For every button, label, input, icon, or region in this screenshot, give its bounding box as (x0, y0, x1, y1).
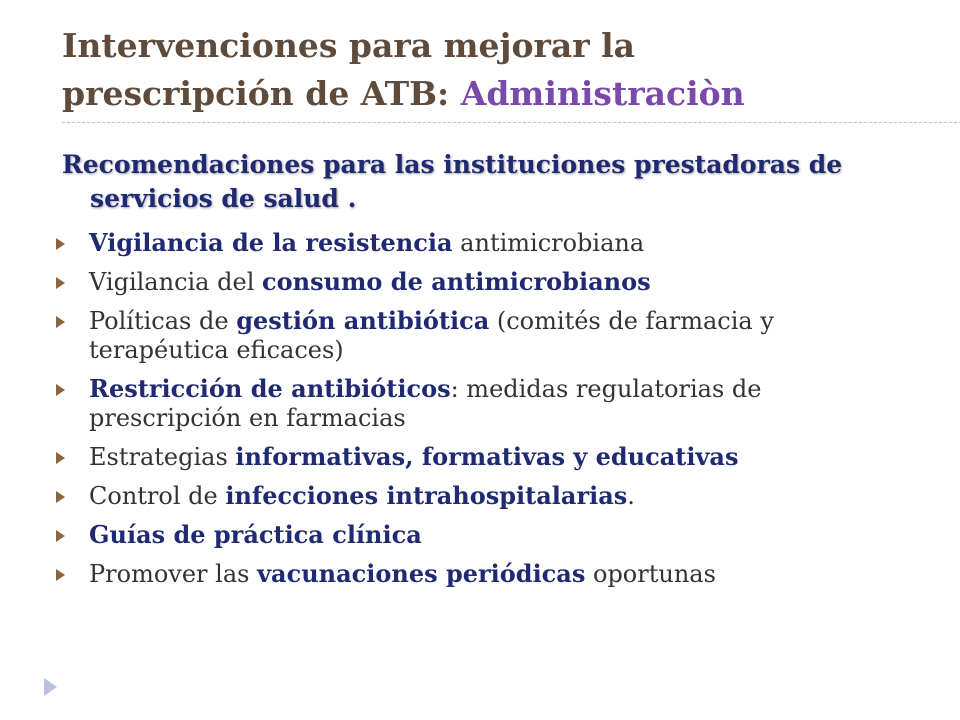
bullet-item-8 (54, 559, 914, 589)
bullet-6-text-end: . (627, 482, 635, 510)
bullet-item-6 (54, 481, 914, 511)
bullet-8-emphasis: vacunaciones periódicas (257, 559, 586, 588)
bullet-2-emphasis: consumo de antimicrobianos (262, 267, 651, 296)
bullet-1-text: antimicrobiana (452, 229, 645, 257)
title-line-2: prescripción de ATB: (62, 74, 461, 113)
bullet-item-3 (54, 306, 914, 365)
triangle-bullet-icon (56, 491, 65, 503)
bullet-4-text: : medidas regulatorias de prescripción en farmacias (89, 375, 762, 432)
bullet-6-text: Control de (89, 482, 226, 510)
triangle-bullet-icon (56, 277, 65, 289)
bullet-3-emphasis: gestión antibiótica (236, 306, 490, 335)
bullet-8-text-end: oportunas (585, 560, 716, 588)
bullet-2-text: Vigilancia del (89, 268, 262, 296)
bullet-item-4 (54, 374, 914, 433)
section-subtitle: Recomendaciones para las instituciones prestadoras de servicios de salud . (62, 150, 843, 213)
triangle-bullet-icon (56, 316, 65, 328)
bullet-1-emphasis: Vigilancia de la resistencia (89, 228, 453, 257)
triangle-bullet-icon (56, 238, 65, 250)
footer-triangle-icon (44, 678, 57, 696)
title-line-1: Intervenciones para mejorar la (62, 26, 636, 65)
bullet-3-text-end: (comités de farmacia y terapéutica eficaces) (89, 307, 774, 364)
recommendation-list (54, 228, 914, 598)
bullet-item-1 (54, 228, 914, 258)
triangle-bullet-icon (56, 452, 65, 464)
title-divider (62, 122, 960, 123)
bullet-8-text: Promover las (89, 560, 258, 588)
triangle-bullet-icon (56, 384, 65, 396)
bullet-5-emphasis: informativas, formativas y educativas (235, 442, 739, 471)
bullet-7-emphasis: Guías de práctica clínica (89, 520, 422, 549)
triangle-bullet-icon (56, 569, 65, 581)
bullet-item-7 (54, 520, 914, 550)
triangle-bullet-icon (56, 530, 65, 542)
bullet-item-2 (54, 267, 914, 297)
slide-title (62, 22, 922, 118)
bullet-6-emphasis: infecciones intrahospitalarias (225, 481, 628, 510)
bullet-3-text: Políticas de (89, 307, 237, 335)
bullet-4-emphasis: Restricción de antibióticos (89, 374, 451, 403)
bullet-item-5 (54, 442, 914, 472)
title-accent: Administraciòn (460, 74, 745, 113)
bullet-5-text: Estrategias (89, 443, 236, 471)
